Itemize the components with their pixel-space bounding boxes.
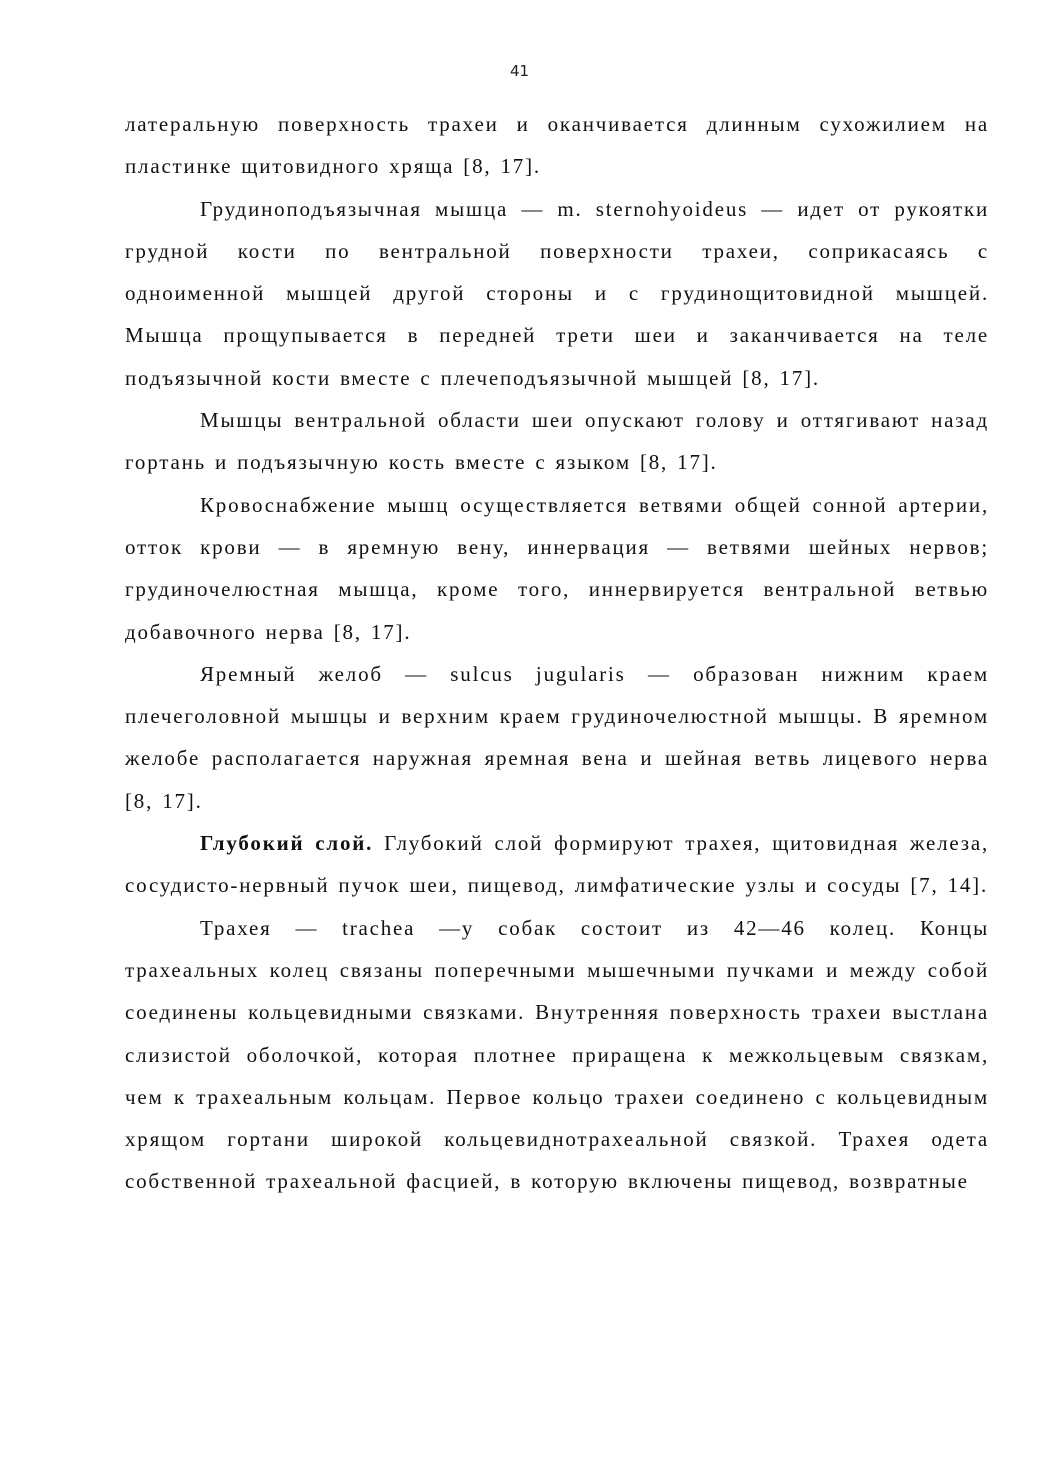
paragraph [125, 822, 989, 907]
paragraph-text: Глубокий слой формируют трахея, щитовидная железа, сосудисто-нервный пучок шеи, пищевод, лимфатические узлы и сосуды [7, 14]. [125, 831, 989, 898]
section-heading: Глубокий слой. [200, 831, 374, 856]
paragraph: Мышцы вентральной области шеи опускают голову и оттягивают назад гортань и подъязычную кость вместе с языком [8, 17]. [125, 408, 989, 475]
paragraph: Кровоснабжение мышц осуществляется ветвями общей сонной артерии, отток крови — в яремную вену, иннервация — ветвями шейных нервов; грудиночелюстная мышца, кроме того, иннервируется вентральной ветвью добавочного нерва [8, 17]. [125, 492, 989, 644]
paragraph: латеральную поверхность трахеи и оканчивается длинным сухожилием на пластинке щитовидного хряща [8, 17]. [125, 112, 989, 179]
paragraph: Яремный желоб — sulcus jugularis — образован нижним краем плечеголовной мышцы и верхним краем грудиночелюстной мышцы. В яремном желобе располагается наружная яремная вена и шейная ветвь лицевого нерва [8, 17]. [125, 661, 989, 813]
document-body [125, 103, 989, 1203]
page-number: 41 [509, 62, 530, 80]
paragraph: Грудиноподъязычная мышца — m. sternohyoideus — идет от рукоятки грудной кости по вентральной поверхности трахеи, соприкасаясь с одноименной мышцей другой стороны и с грудинощитовидной мышцей. Мышца прощупывается в передней трети шеи и заканчивается на теле подъязычной кости вместе с плечеподъязычной мышцей [8, 17]. [125, 196, 989, 390]
paragraph: Трахея — trachea —у собак состоит из 42—46 колец. Концы трахеальных колец связаны поперечными мышечными пучками и между собой соединены кольцевидными связками. Внутренняя поверхность трахеи выстлана слизистой оболочкой, которая плотнее приращена к межкольцевым связкам, чем к трахеальным кольцам. Первое кольцо трахеи соединено с кольцевидным хрящом гортани широкой кольцевиднотрахеальной связкой. Трахея одета собственной трахеальной фасцией, в которую включены пищевод, возвратные [125, 915, 989, 1194]
